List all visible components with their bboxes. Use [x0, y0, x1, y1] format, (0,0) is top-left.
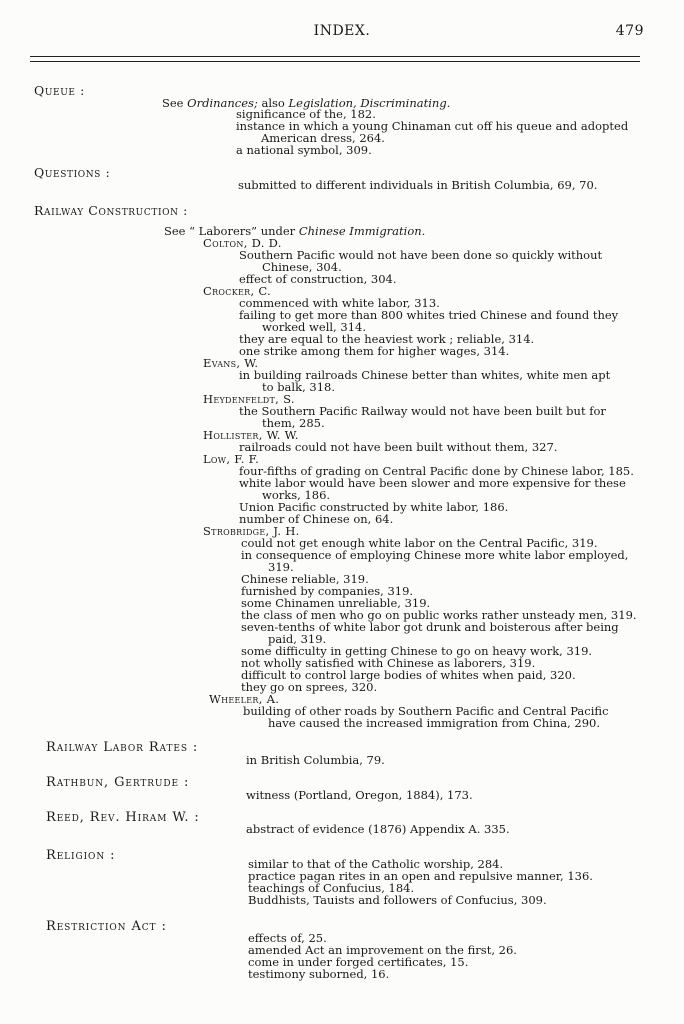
subentry-continuation: paid, 319.	[268, 632, 327, 646]
subentry: witness (Portland, Oregon, 1884), 173.	[246, 788, 473, 802]
subentry: practice pagan rites in an open and repulsive manner, 136.	[248, 869, 593, 883]
subentry-continuation: 319.	[268, 560, 294, 574]
subentry: amended Act an improvement on the first, 26.	[248, 943, 517, 957]
witness-name: Colton, D. D.	[203, 236, 282, 250]
entry-heading-railway-construction: Railway Construction :	[34, 203, 188, 218]
subentry: not wholly satisfied with Chinese as laborers, 319.	[241, 656, 536, 670]
subentry: a national symbol, 309.	[236, 143, 372, 157]
subentry: railroads could not have been built without them, 327.	[239, 440, 558, 454]
subentry: submitted to different individuals in British Columbia, 69, 70.	[238, 178, 598, 192]
subentry: difficult to control large bodies of whites when paid, 320.	[241, 668, 576, 682]
entry-heading-restriction-act: Restriction Act :	[46, 919, 167, 934]
header-rule-bottom	[30, 61, 640, 62]
page-number: 479	[615, 23, 644, 39]
subentry: they are equal to the heaviest work ; reliable, 314.	[239, 332, 535, 346]
subentry-continuation: to balk, 318.	[262, 380, 335, 394]
subentry: Buddhists, Tauists and followers of Confucius, 309.	[248, 893, 547, 907]
subentry: the class of men who go on public works rather unsteady men, 319.	[241, 608, 637, 622]
entry-heading-railway-labor-rates: Railway Labor Rates :	[46, 740, 199, 755]
subentry-continuation: American dress, 264.	[261, 131, 385, 145]
subentry: abstract of evidence (1876) Appendix A. 335.	[246, 822, 510, 836]
subentry: failing to get more than 800 whites tried Chinese and found they	[239, 308, 619, 322]
subentry: white labor would have been slower and more expensive for these	[239, 476, 626, 490]
subentry: testimony suborned, 16.	[248, 967, 390, 981]
subentry: in consequence of employing Chinese more white labor employed,	[241, 548, 629, 562]
subentry: number of Chinese on, 64.	[239, 512, 394, 526]
subentry: some Chinamen unreliable, 319.	[241, 596, 431, 610]
subentry: some difficulty in getting Chinese to go on heavy work, 319.	[241, 644, 593, 658]
entry-heading-rathbun: Rathbun, Gertrude :	[46, 775, 190, 790]
subentry: effects of, 25.	[248, 931, 327, 945]
subentry-continuation: worked well, 314.	[262, 320, 366, 334]
subentry: seven-tenths of white labor got drunk and boisterous after being	[241, 620, 619, 634]
entry-heading-queue: Queue :	[34, 83, 85, 98]
subentry: instance in which a young Chinaman cut off his queue and adopted	[236, 119, 629, 133]
entry-heading-reed: Reed, Rev. Hiram W. :	[46, 810, 200, 825]
witness-name: Evans, W.	[203, 356, 259, 370]
entry-heading-questions: Questions :	[34, 165, 111, 180]
witness-name: Hollister, W. W.	[203, 428, 299, 442]
subentry: the Southern Pacific Railway would not have been built but for	[239, 404, 606, 418]
witness-name: Low, F. F.	[203, 452, 260, 466]
subentry: building of other roads by Southern Pacific and Central Pacific	[243, 704, 609, 718]
subentry: similar to that of the Catholic worship, 284.	[248, 857, 504, 871]
subentry-continuation: them, 285.	[262, 416, 325, 430]
subentry: they go on sprees, 320.	[241, 680, 378, 694]
subentry: could not get enough white labor on the Central Pacific, 319.	[241, 536, 598, 550]
subentry: in British Columbia, 79.	[246, 753, 385, 767]
subentry: Chinese reliable, 319.	[241, 572, 369, 586]
see-reference: See Ordinances; also Legislation, Discriminating.	[162, 96, 451, 110]
subentry: effect of construction, 304.	[239, 272, 397, 286]
subentry-continuation: Chinese, 304.	[262, 260, 342, 274]
subentry-continuation: have caused the increased immigration from China, 290.	[268, 716, 601, 730]
see-reference: See “ Laborers” under Chinese Immigration.	[164, 224, 426, 238]
subentry: Union Pacific constructed by white labor, 186.	[239, 500, 509, 514]
subentry: Southern Pacific would not have been done so quickly without	[239, 248, 603, 262]
subentry: significance of the, 182.	[236, 107, 376, 121]
witness-name: Crocker, C.	[203, 284, 271, 298]
witness-name: Strobridge, J. H.	[203, 524, 300, 538]
subentry: come in under forged certificates, 15.	[248, 955, 469, 969]
witness-name: Heydenfeldt, S.	[203, 392, 295, 406]
page-header-title: INDEX.	[313, 23, 371, 39]
header-rule-top	[30, 56, 640, 57]
subentry: one strike among them for higher wages, 314.	[239, 344, 510, 358]
subentry: four-fifths of grading on Central Pacific done by Chinese labor, 185.	[239, 464, 634, 478]
entry-heading-religion: Religion :	[46, 848, 116, 863]
subentry: commenced with white labor, 313.	[239, 296, 440, 310]
subentry: in building railroads Chinese better than whites, white men apt	[239, 368, 611, 382]
subentry: teachings of Confucius, 184.	[248, 881, 415, 895]
subentry-continuation: works, 186.	[262, 488, 331, 502]
witness-name: Wheeler, A.	[209, 692, 280, 706]
subentry: furnished by companies, 319.	[241, 584, 414, 598]
